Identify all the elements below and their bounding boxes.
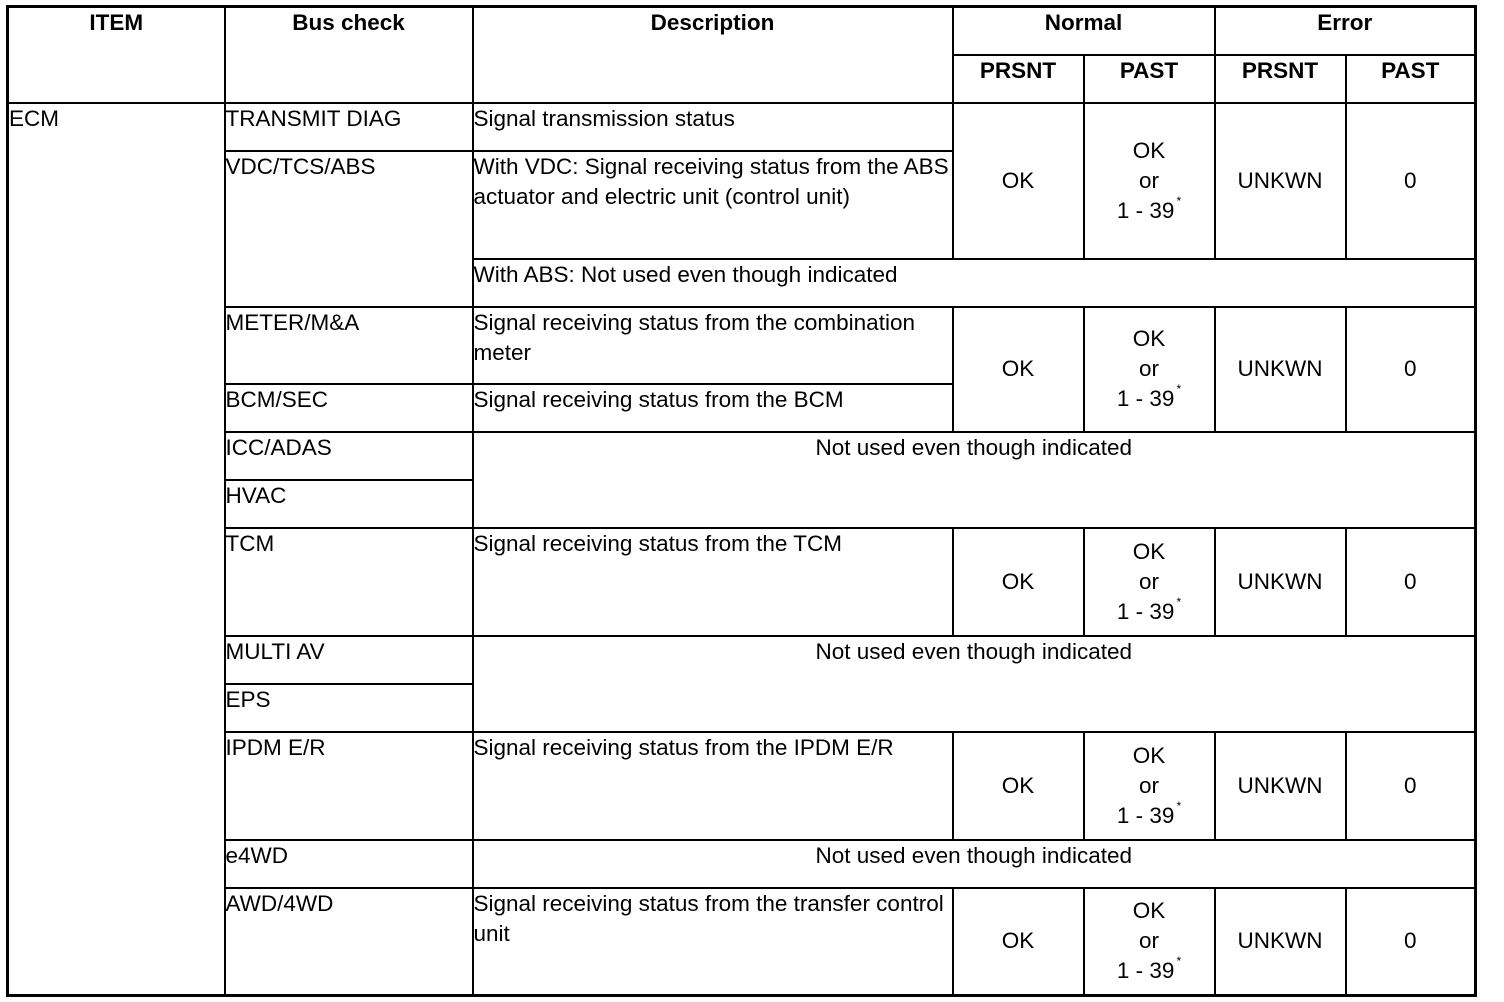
table-row [8,432,1476,480]
header-normal-prsnt: PRSNT [953,55,1084,103]
table-row [8,636,1476,684]
normal-past-value: OK or 1 - 39 * [1084,528,1215,636]
desc-bcm: Signal receiving status from the BCM [473,384,953,432]
header-normal: Normal [953,7,1215,55]
bus-meter: METER/M&A [225,307,473,384]
can-diagnosis-table [6,5,1477,997]
normal-prsnt-value: OK [953,888,1084,996]
desc-meter: Signal receiving status from the combination meter [473,307,953,384]
bus-ipdm-er: IPDM E/R [225,732,473,840]
desc-awd-4wd: Signal receiving status from the transfer control unit [473,888,953,996]
normal-prsnt-value: OK [953,528,1084,636]
error-prsnt-value: UNKWN [1215,528,1346,636]
normal-prsnt-value: OK [953,307,1084,432]
header-error-prsnt: PRSNT [1215,55,1346,103]
desc-icc-hvac-not-used: Not used even though indicated [473,432,1476,528]
item-ecm: ECM [8,103,225,996]
bus-e4wd: e4WD [225,840,473,888]
normal-past-value: OK or 1 - 39 * [1084,888,1215,996]
bus-awd-4wd: AWD/4WD [225,888,473,996]
normal-past-value: OK or 1 - 39 * [1084,732,1215,840]
error-past-value: 0 [1346,732,1476,840]
bus-multi-av: MULTI AV [225,636,473,684]
normal-prsnt-value: OK [953,732,1084,840]
table-row [8,528,1476,636]
error-prsnt-value: UNKWN [1215,307,1346,432]
error-prsnt-value: UNKWN [1215,888,1346,996]
header-normal-past: PAST [1084,55,1215,103]
header-row-1 [8,7,1476,55]
desc-transmit-diag: Signal transmission status [473,103,953,151]
header-item: ITEM [8,7,225,103]
desc-e4wd-not-used: Not used even though indicated [473,840,1476,888]
table-row [8,307,1476,384]
bus-transmit-diag: TRANSMIT DIAG [225,103,473,151]
table-row [8,732,1476,840]
error-prsnt-value: UNKWN [1215,103,1346,259]
error-past-value: 0 [1346,888,1476,996]
desc-vdc: With VDC: Signal receiving status from the ABS actuator and electric unit (control unit) [473,151,953,259]
desc-ipdm-er: Signal receiving status from the IPDM E/R [473,732,953,840]
header-description: Description [473,7,953,103]
normal-past-value: OK or 1 - 39 * [1084,103,1215,259]
error-past-value: 0 [1346,103,1476,259]
header-error: Error [1215,7,1476,55]
desc-tcm: Signal receiving status from the TCM [473,528,953,636]
error-past-value: 0 [1346,307,1476,432]
desc-abs-not-used: With ABS: Not used even though indicated [473,259,1476,307]
error-past-value: 0 [1346,528,1476,636]
table-row [8,888,1476,996]
table-row [8,103,1476,151]
normal-past-value: OK or 1 - 39 * [1084,307,1215,432]
bus-bcm: BCM/SEC [225,384,473,432]
bus-hvac: HVAC [225,480,473,528]
header-bus-check: Bus check [225,7,473,103]
header-error-past: PAST [1346,55,1476,103]
desc-multi-av-eps-not-used: Not used even though indicated [473,636,1476,732]
bus-icc-adas: ICC/ADAS [225,432,473,480]
bus-tcm: TCM [225,528,473,636]
bus-eps: EPS [225,684,473,732]
bus-vdc-tcs-abs: VDC/TCS/ABS [225,151,473,307]
table-row [8,840,1476,888]
normal-prsnt-value: OK [953,103,1084,259]
error-prsnt-value: UNKWN [1215,732,1346,840]
can-diag-table-container [6,5,1477,997]
